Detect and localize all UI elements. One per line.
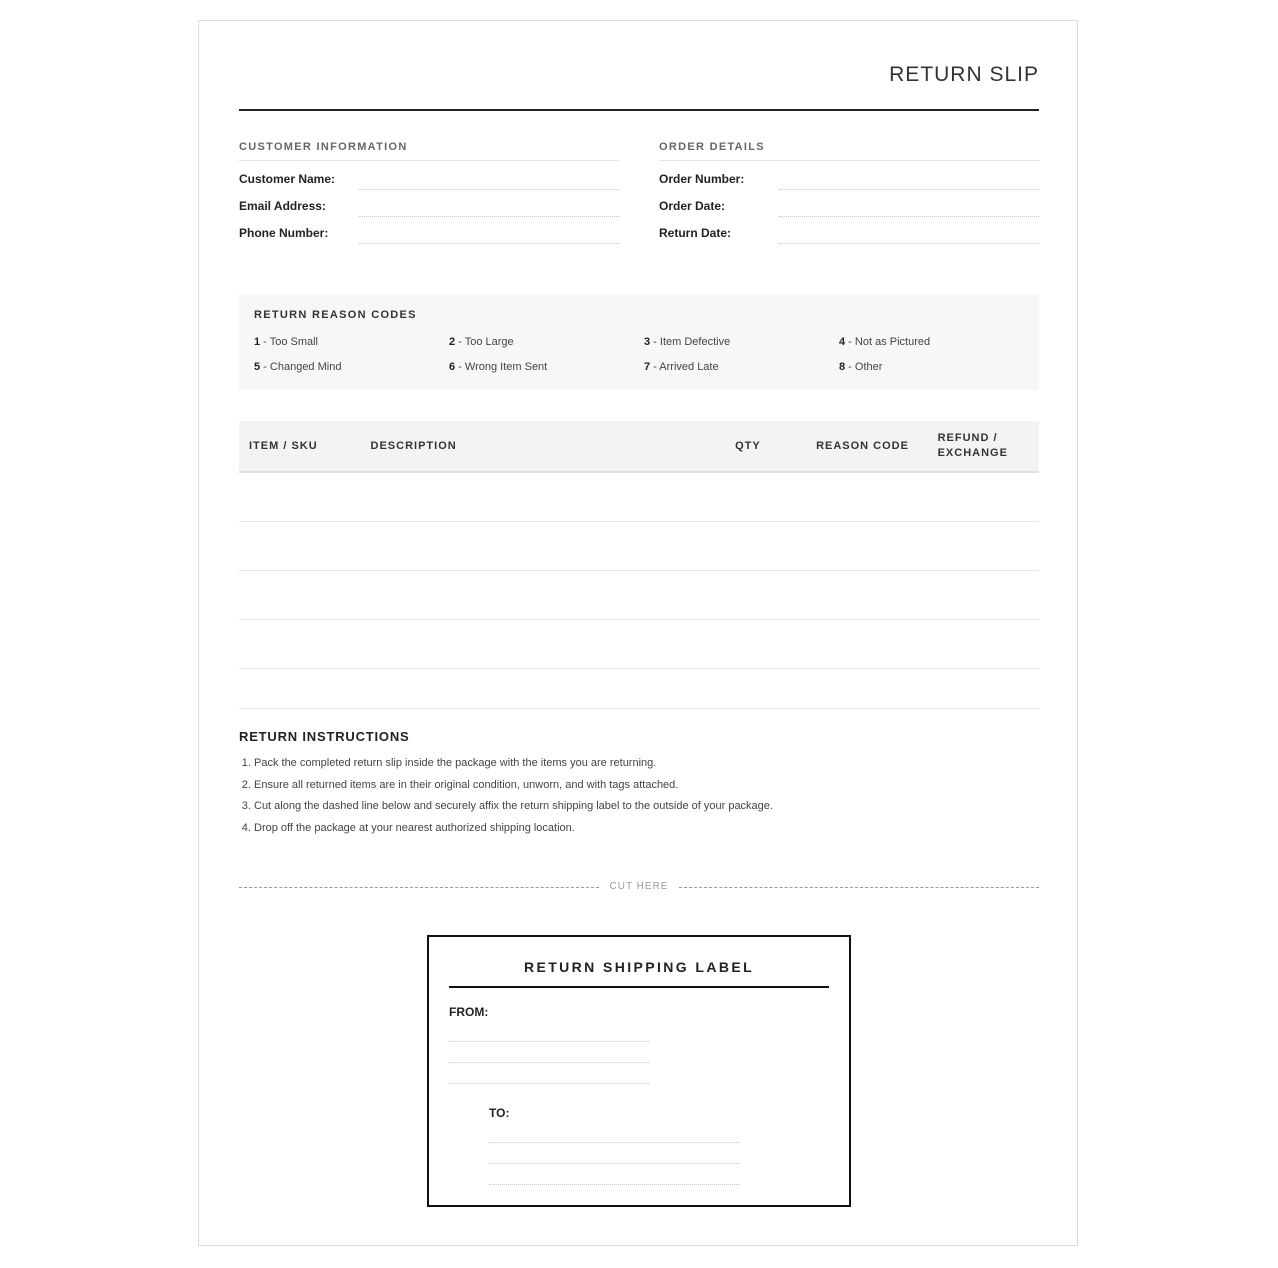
reason-code-cell[interactable] [806, 571, 928, 620]
order-date-row [659, 188, 1039, 215]
reason-code-number: 7 [644, 361, 651, 373]
reason-code-number: 6 [449, 361, 456, 373]
return-reason-codes-heading: RETURN REASON CODES [254, 309, 417, 321]
refund-exchange-cell[interactable] [928, 620, 1039, 669]
reason-code-item [839, 361, 882, 373]
reason-code-item [839, 336, 930, 348]
qty-cell[interactable] [725, 571, 806, 620]
reason-code-text: - Not as Pictured [845, 336, 931, 348]
reason-code-text: - Too Large [455, 336, 514, 348]
instruction-item: 3. Cut along the dashed line below and securely affix the return shipping label to the outside of your package. [254, 799, 773, 821]
column-header-qty: QTY [725, 421, 806, 472]
dashed-line-left [239, 887, 599, 888]
reason-code-cell[interactable] [806, 620, 928, 669]
reason-code-number: 8 [839, 361, 846, 373]
reason-code-text: - Too Small [260, 336, 318, 348]
description-cell[interactable] [361, 669, 726, 709]
description-cell[interactable] [361, 522, 726, 571]
reason-code-number: 3 [644, 336, 651, 348]
return-shipping-label [427, 935, 851, 1207]
table-row [239, 669, 1039, 709]
table-row [239, 472, 1039, 522]
reason-code-item [254, 336, 318, 348]
instruction-item: 1. Pack the completed return slip inside the package with the items you are returning. [254, 756, 773, 778]
qty-cell[interactable] [725, 620, 806, 669]
to-address-line-1[interactable] [489, 1142, 739, 1143]
reason-code-number: 1 [254, 336, 261, 348]
phone-number-row [239, 215, 619, 242]
reason-code-cell[interactable] [806, 669, 928, 709]
reason-code-cell[interactable] [806, 472, 928, 522]
order-number-row [659, 161, 1039, 188]
table-row [239, 522, 1039, 571]
column-header-refund-exchange: REFUND / EXCHANGE [928, 421, 1039, 472]
reason-code-item [254, 361, 341, 373]
return-items-table [239, 421, 1039, 709]
reason-code-text: - Item Defective [650, 336, 731, 348]
reason-code-text: - Changed Mind [260, 361, 342, 373]
reason-code-number: 2 [449, 336, 456, 348]
item-sku-cell[interactable] [239, 522, 361, 571]
dashed-line-right [679, 887, 1039, 888]
reason-code-item [644, 361, 719, 373]
return-date-field[interactable] [779, 243, 1039, 244]
customer-name-label: Customer Name: [239, 172, 336, 186]
order-details-heading: ORDER DETAILS [659, 141, 1039, 161]
table-row [239, 620, 1039, 669]
to-address-line-2[interactable] [489, 1163, 739, 1164]
return-date-label: Return Date: [659, 226, 732, 240]
shipping-label-divider [449, 986, 829, 988]
from-label: FROM: [449, 1005, 489, 1019]
from-address-line-3[interactable] [449, 1083, 649, 1084]
refund-exchange-cell[interactable] [928, 571, 1039, 620]
return-date-row [659, 215, 1039, 242]
table-header-row [239, 421, 1039, 472]
return-instructions-heading: RETURN INSTRUCTIONS [239, 729, 410, 744]
title-divider [239, 109, 1039, 111]
item-sku-cell[interactable] [239, 669, 361, 709]
item-sku-cell[interactable] [239, 472, 361, 522]
qty-cell[interactable] [725, 472, 806, 522]
reason-code-text: - Wrong Item Sent [455, 361, 548, 373]
to-label: TO: [489, 1106, 510, 1120]
item-sku-cell[interactable] [239, 571, 361, 620]
reason-code-item [449, 336, 514, 348]
reason-code-number: 4 [839, 336, 846, 348]
reason-code-cell[interactable] [806, 522, 928, 571]
return-slip-page [198, 20, 1078, 1246]
item-sku-cell[interactable] [239, 620, 361, 669]
qty-cell[interactable] [725, 669, 806, 709]
order-date-label: Order Date: [659, 199, 726, 213]
column-header-reason-code: REASON CODE [806, 421, 928, 472]
customer-information-heading: CUSTOMER INFORMATION [239, 141, 619, 161]
refund-exchange-cell[interactable] [928, 472, 1039, 522]
email-address-label: Email Address: [239, 199, 326, 213]
return-instructions-list [239, 756, 773, 842]
column-header-description: DESCRIPTION [361, 421, 726, 472]
refund-exchange-cell[interactable] [928, 669, 1039, 709]
description-cell[interactable] [361, 620, 726, 669]
cut-here-text: CUT HERE [609, 881, 669, 892]
shipping-label-title: RETURN SHIPPING LABEL [523, 959, 755, 975]
from-address-line-2[interactable] [449, 1062, 649, 1063]
customer-information-section [239, 141, 619, 242]
refund-exchange-cell[interactable] [928, 522, 1039, 571]
return-reason-codes-box [239, 294, 1039, 390]
qty-cell[interactable] [725, 522, 806, 571]
column-header-item-sku: ITEM / SKU [239, 421, 361, 472]
phone-number-field[interactable] [359, 243, 619, 244]
phone-number-label: Phone Number: [239, 226, 329, 240]
table-row [239, 571, 1039, 620]
description-cell[interactable] [361, 571, 726, 620]
reason-code-text: - Arrived Late [650, 361, 719, 373]
description-cell[interactable] [361, 472, 726, 522]
cut-here-divider [239, 880, 1039, 896]
reason-code-number: 5 [254, 361, 261, 373]
instruction-item: 2. Ensure all returned items are in their original condition, unworn, and with tags attached. [254, 778, 773, 800]
document-title: RETURN SLIP [889, 63, 1039, 86]
reason-code-item [449, 361, 547, 373]
reason-code-item [644, 336, 730, 348]
instruction-item: 4. Drop off the package at your nearest authorized shipping location. [254, 821, 773, 843]
order-number-label: Order Number: [659, 172, 745, 186]
email-address-row [239, 188, 619, 215]
reason-code-text: - Other [845, 361, 883, 373]
from-address-line-1[interactable] [449, 1041, 649, 1042]
customer-name-row [239, 161, 619, 188]
to-address-line-3[interactable] [489, 1184, 739, 1185]
order-details-section [659, 141, 1039, 242]
